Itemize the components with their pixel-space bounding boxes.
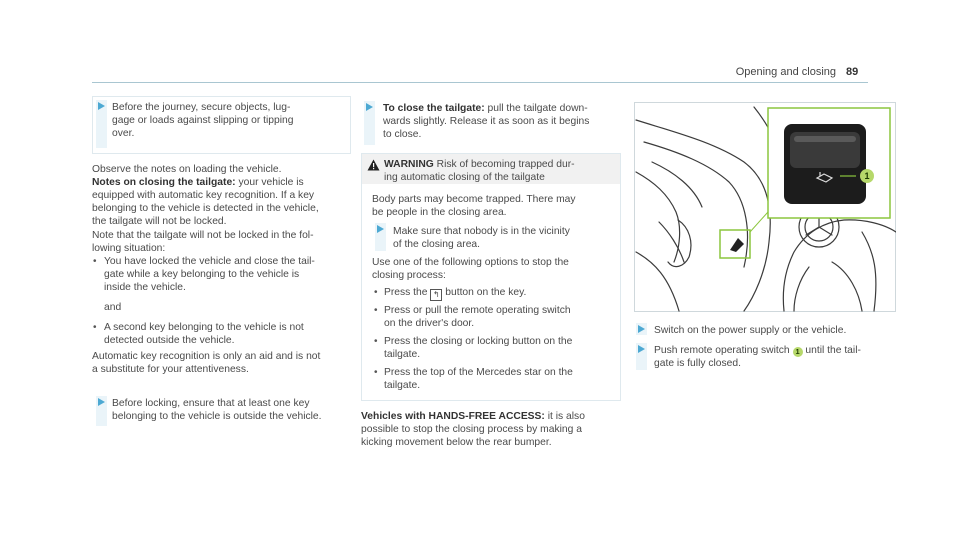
step-marker bbox=[636, 343, 647, 370]
step-line: belonging to the vehicle is outside the vehicle. bbox=[112, 411, 322, 422]
step-marker bbox=[364, 101, 375, 145]
closing-notes-heading: Notes on closing the tailgate: bbox=[92, 177, 236, 188]
page-number: 89 bbox=[846, 66, 859, 78]
bullet-dot: • bbox=[93, 256, 97, 267]
step-arrow-icon bbox=[377, 225, 384, 233]
hands-free-line: possible to stop the closing process by making a bbox=[361, 424, 582, 435]
step-arrow-icon bbox=[98, 102, 105, 110]
hands-free-heading: Vehicles with HANDS-FREE ACCESS: bbox=[361, 411, 545, 422]
warning-title-line: ing automatic closing of the tailgate bbox=[384, 172, 545, 183]
paragraph-line: Automatic key recognition is only an aid and is not bbox=[92, 351, 321, 362]
list-item-line: detected outside the vehicle. bbox=[104, 335, 235, 346]
warning-line: be people in the closing area. bbox=[372, 207, 507, 218]
text-run: it is also bbox=[544, 411, 585, 422]
step-line: gage or loads against slipping or tipping bbox=[112, 115, 294, 126]
option-line: Press the top of the Mercedes star on the bbox=[384, 367, 573, 378]
step-line bbox=[654, 344, 861, 357]
step-arrow-icon bbox=[638, 325, 645, 333]
step-line: Switch on the power supply or the vehicle. bbox=[654, 325, 847, 336]
list-item-line: inside the vehicle. bbox=[104, 282, 186, 293]
hands-free-line bbox=[361, 410, 585, 423]
text-run: Push remote operating switch bbox=[654, 345, 790, 356]
paragraph-line: Note that the tailgate will not be locked in the fol- bbox=[92, 230, 314, 241]
option-line: Press the closing or locking button on the bbox=[384, 336, 573, 347]
step-line: wards slightly. Release it as soon as it begins bbox=[383, 116, 590, 127]
bullet-dot: • bbox=[374, 367, 378, 378]
bullet-dot: • bbox=[93, 322, 97, 333]
text-run: Press the bbox=[384, 287, 428, 298]
step-marker bbox=[96, 396, 107, 426]
step-line: Before locking, ensure that at least one key bbox=[112, 398, 310, 409]
close-tailgate-heading: To close the tailgate: bbox=[383, 103, 485, 114]
text-run: pull the tailgate down- bbox=[484, 103, 588, 114]
step-marker bbox=[636, 323, 647, 335]
option-line: tailgate. bbox=[384, 349, 421, 360]
warning-line: closing process: bbox=[372, 270, 446, 281]
warning-label: WARNING bbox=[384, 159, 434, 170]
text-run: until the tail- bbox=[802, 345, 861, 356]
text-run: Risk of becoming trapped dur- bbox=[433, 159, 575, 170]
option-line: tailgate. bbox=[384, 380, 421, 391]
warning-triangle-icon bbox=[367, 159, 380, 171]
step-line: to close. bbox=[383, 129, 422, 140]
list-item-line: You have locked the vehicle and close the tail- bbox=[104, 256, 315, 267]
paragraph-line: equipped with automatic key recognition. If a key bbox=[92, 190, 315, 201]
section-title: Opening and closing bbox=[735, 66, 836, 78]
warning-step-line: of the closing area. bbox=[393, 239, 481, 250]
step-marker bbox=[375, 223, 386, 251]
text-run: your vehicle is bbox=[235, 177, 304, 188]
step-arrow-icon bbox=[638, 345, 645, 353]
bullet-dot: • bbox=[374, 305, 378, 316]
list-item-line: gate while a key belonging to the vehicle is bbox=[104, 269, 300, 280]
paragraph-line: belonging to the vehicle is detected in the vehicle, bbox=[92, 203, 319, 214]
paragraph-line: the tailgate will not be locked. bbox=[92, 216, 227, 227]
option-line bbox=[384, 286, 526, 301]
list-item-line: A second key belonging to the vehicle is not bbox=[104, 322, 304, 333]
warning-line: Body parts may become trapped. There may bbox=[372, 194, 576, 205]
warning-step-line: Make sure that nobody is in the vicinity bbox=[393, 226, 570, 237]
step-arrow-icon bbox=[366, 103, 373, 111]
bullet-dot: • bbox=[374, 287, 378, 298]
header-rule bbox=[92, 82, 868, 83]
paragraph-line: lowing situation: bbox=[92, 243, 166, 254]
warning-line: Use one of the following options to stop the bbox=[372, 257, 569, 268]
callout-number: 1 bbox=[864, 171, 870, 181]
closing-notes-line bbox=[92, 176, 304, 189]
step-line bbox=[383, 102, 588, 115]
tailgate-key-icon: ↰ bbox=[430, 289, 442, 301]
paragraph: Observe the notes on loading the vehicle. bbox=[92, 164, 282, 175]
conjunction: and bbox=[104, 302, 122, 313]
text-run: button on the key. bbox=[445, 287, 527, 298]
warning-title-line bbox=[384, 158, 575, 171]
bullet-dot: • bbox=[374, 336, 378, 347]
step-line: gate is fully closed. bbox=[654, 358, 741, 369]
door-panel-illustration bbox=[634, 102, 896, 312]
hands-free-line: kicking movement below the rear bumper. bbox=[361, 437, 552, 448]
option-line: on the driver's door. bbox=[384, 318, 475, 329]
step-arrow-icon bbox=[98, 398, 105, 406]
step-marker bbox=[96, 100, 107, 148]
callout-badge: 1 bbox=[793, 347, 803, 357]
option-line: Press or pull the remote operating switch bbox=[384, 305, 571, 316]
paragraph-line: a substitute for your attentiveness. bbox=[92, 364, 249, 375]
step-line: over. bbox=[112, 128, 135, 139]
step-line: Before the journey, secure objects, lug- bbox=[112, 102, 291, 113]
